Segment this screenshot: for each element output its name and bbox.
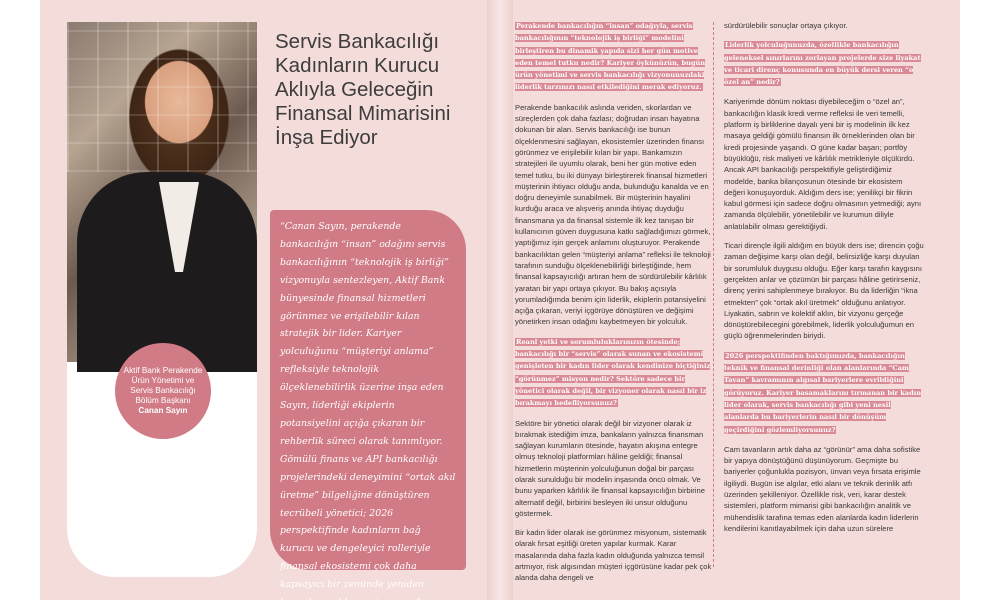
portrait-card	[67, 22, 257, 577]
answer-4: Kariyerimde dönüm noktası diyebileceğim o “özel an”, bankacılığın klasik kredi verme refleksi ile veri temelli, platform iş birliklerine dayalı yeni bir iş modelinin ilk kez masaya geldiği gömülü finansın ilk örneklerinden olan bir kredi projesinde yaşandı. O güne kadar başarı; portföy büyüklüğü, risk maliyeti ve kârlılık metrikleriyle ölçülürdü. Ancak API bankacılığı perspektifiyle geliştirdiğimiz modelde, banka bilançosunun ötesinde bir ekosistem değeri konuşuyorduk. Aldığım ders ise; yenilikçi bir fikrin kabul görmesi için sadece doğru olmasının yetmediği; aynı zamanda ölçülebilir, yönetilebilir ve kurumun diliyle anlatılabilir olması gerektiğiydi.	[724, 97, 922, 231]
office-window	[67, 22, 257, 172]
text-column-1	[515, 20, 715, 592]
person-name: Canan Sayın	[138, 406, 188, 415]
question-2: Reanl yetki ve sorumluluklarınızın ötesinde; bankacılığı bir “servis” olarak sunan ve ekosistemi genişleten bir kadın lider olarak kendinize biçtiğiniz “görünmez” misyon nedir? Sektöre sadece bir yönetici olarak değil, bir vizyoner olarak nasıl bir iz bırakmayı hedefliyorsunuz?	[515, 337, 711, 408]
pull-quote: “Canan Sayın, perakende bankacılığın “insan” odağını servis bankacılığının “teknolojik iş birliği” vizyonuyla sentezleyen, Aktif Bank bünyesinde finansal hizmetleri görünmez ve erişilebilir kılan stratejik bir lider. Kariyer yolculuğunu “müşteriyi anlama” refleksiyle teknolojik ölçeklenebilirlik üzerine inşa eden Sayın, liderliği ekiplerin potansiyelini açığa çıkaran bir rehberlik süreci olarak tanımlıyor. Gömülü finans ve API bankacılığı projelerindeki deneyimini “ortak akıl üretme” bilgeliğine dönüştüren tecrübeli yönetici; 2026 perspektifinde kadınların bağ kurucu ve dengeleyici rolleriyle finansal ekosistemi çok daha kapsayıcı bir zeminde yeniden kurgulayacaklarına inanıyor.”	[270, 210, 466, 570]
person-role: Aktif Bank Perakende Ürün Yönetimi ve Servis Bankacılığı Bölüm Başkanı	[123, 366, 203, 405]
answer-2: Sektöre bir yönetici olarak değil bir vizyoner olarak iz bırakmak istediğim imza, bankaların yalnızca finansman sağlayan kurumların ötesinde, hayatın akışına entegre olmuş teknoloji platformları hâline geldiği; finansal hizmetlerin müşterinin yolculuğunun doğal bir parçası olarak sunulduğu bir modelin inşasında öncü olmak. Ve bunu yaparken kârlılık ile finansal kapsayıcılığın birbirine alternatif değil, birbirini besleyen iki unsur olduğunu göstermek.	[515, 418, 705, 518]
question-4: 2026 perspektifinden baktığımızda, bankacılığın teknik ve finansal derinliği olan alanlarında “Cam Tavan” kavramının algısal bariyerlere evrildiğini görüyoruz. Kariyer basamaklarını tırmanan bir kadın lider olarak, servis bankacılığı gibi yeni nesil alanlarda bu bariyerlerin nasıl bir dönüşüm geçirdiğini gözlemliyorsunuz?	[724, 351, 921, 434]
text-column-2	[724, 20, 924, 542]
answer-6: Cam tavanların artık daha az “görünür” ama daha sofistike bir yapıya dönüştüğünü düşünüyorum. Geçmişte bu bariyerler çoğunlukla pozisyon, ünvan veya fırsata erişimle ilgiliydi. Bugün ise algılar, etki alanı ve teknik derinlik atfı üzerinden şekilleniyor. Özellikle risk, veri, karar destek sistemleri, platform mimarisi gibi bankacılığın analitik ve mühendislik tarafına temas eden alanlarda kadın liderlerin kendilerini kanıtlayabilmek için daha uzun sürelere	[724, 444, 921, 533]
column-divider	[713, 22, 714, 567]
answer-3: Bir kadın lider olarak ise görünmez misyonum, sistematik olarak fırsat eşitliği üreten yapılar kurmak. Karar masalarında daha fazla kadın olduğunda yalnızca temsil artmıyor, risk algısından müşteri içgörüsüne kadar pek çok alanda daha dengeli ve	[515, 528, 712, 583]
portrait-photo	[67, 22, 257, 362]
answer-5: Ticari dirençle ilgili aldığım en büyük ders ise; direncin çoğu zaman değişime karşı olan değil, belirsizliğe karşı duyulan bir sorumluluk duygusu olduğu. Eğer karşı tarafın kaygısını gerçekten anlar ve çözümün bir parçası hâline getirirseniz, direnç yerini sahiplenmeye bırakıyor. Bu da liderliğin “ikna etmekten” çok “ortak akıl üretmek” olduğunu anlatıyor. Liyakatin, sabrın ve kolektif aklın, bir vizyonu gerçeğe dönüştürebilecegini görebilmek, liderlik yolculuğumun en güçlü öğrenmelerinden biriydi.	[724, 241, 924, 341]
article-title: Servis Bankacılığı Kadınların Kurucu Aklıyla Geleceğin Finansal Mimarisini İnşa Ediyor	[275, 30, 451, 149]
question-3: Liderlik yolculuğunuzda, özellikle bankacılığın geleneksel sınırlarını zorlayan projelerde size liyakat ve ticari direnç konusunda en büyük dersi veren “o özel an” nedir?	[724, 41, 921, 87]
answer-3-end: sürdürülebilir sonuçlar ortaya çıkıyor.	[724, 21, 848, 30]
answer-1: Perakende bankacılık aslında veriden, skorlardan ve süreçlerden çok daha fazlası; doğrudan insan hayatına dokunan bir alan. Servis bankacılığı ise bunun ölçeklenmesini sağlayan, ekosistemler üzerinden finansı görünmez ve erişilebilir kılan bir yapı. Bankamızın stratejileri ile uyumlu olarak, beni her gün motive eden temel tutku, bu iki dünyayı birleştirerek finansal hizmetleri müşterinin ihtiyacı olduğu anda, bulunduğu kanalda ve en doğru deneyimle sunabilmek. Bir müşterinin hayalini kurduğu araca ve alışveriş anında ihtiyaç duyduğu finansmana ya da finansal sistemle ilk kez tanışan bir kullanıcının güven duygusuna katkı sağladığımızı görmek, yaptığımız işin gerçek anlamını oluşturuyor. Perakende bankacılıktan gelen “müşteriyi anlama” refleksi ile teknoloji tarafının sunduğu ölçeklenebilirliği birleştiğinde, hem finansal kapsayıcılığı artıran hem de sürdürülebilir kârlılık yaratan bir yapı ortaya çıkıyor. Bu bakış açısıyla yorumladığımda benim için liderlik, ekiplerin potansiyelini açığa çıkaran, veriyi içgörüye dönüştüren ve değişimi yönetirken insan odağını kaybetmeyen bir yolculuk.	[515, 102, 711, 327]
question-1: Perakende bankacılığın “insan” odağıyla, servis bankacılığının “teknolojik iş birliği” modelini birleştiren bu dinamik yapıda sizi her gün motive eden temel tutku nedir? Kariyer öykünüzün, bugün ürün yönetimi ve servis bankacılığı vizyonunuzdaki liderlik tarzınızı nasıl etkilediğini merak ediyoruz.	[515, 22, 706, 92]
page-spine	[487, 0, 513, 600]
person-badge	[115, 343, 211, 439]
